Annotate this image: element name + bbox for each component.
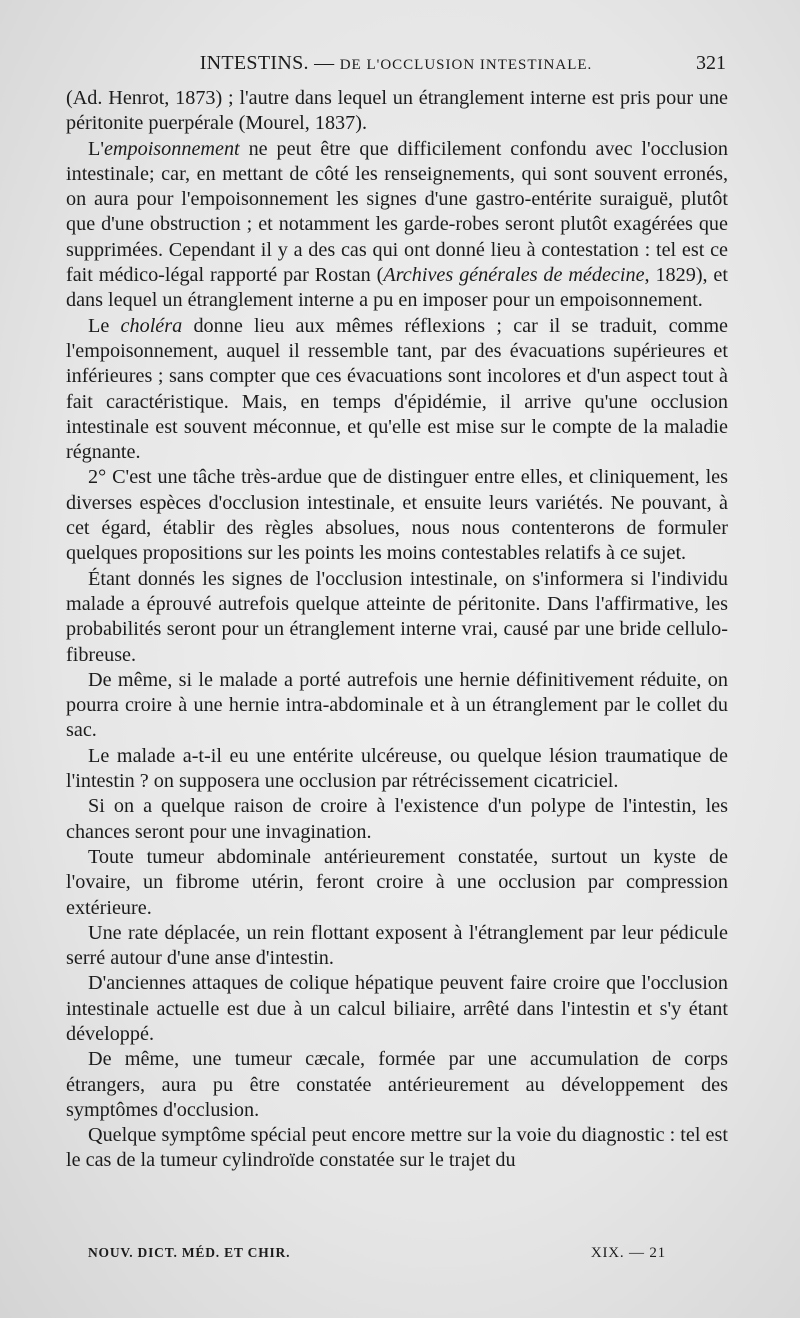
paragraph-8: Si on a quelque raison de croire à l'existence d'un polype de l'intestin, les chances seront pour une invagination. (66, 795, 728, 843)
footer-volume: XIX. — 21 (590, 1245, 666, 1261)
paragraph-1: (Ad. Henrot, 1873) ; l'autre dans lequel un étranglement interne est pris pour une péritonite puerpérale (Mourel, 1837). (66, 87, 728, 135)
running-title-main: INTESTINS. — (199, 52, 340, 74)
body-text (66, 86, 728, 1174)
p2-end: , 1829), et dans lequel un étranglement interne a pu en imposer pour un empoisonnement. (66, 264, 729, 312)
paragraph-2 (66, 137, 728, 314)
paragraph-10: Une rate déplacée, un rein flottant exposent à l'étranglement par leur pédicule serré autour d'une anse d'intestin. (66, 921, 728, 970)
paragraph-5: Étant donnés les signes de l'occlusion intestinale, on s'informera si l'individu malade a éprouvé autrefois quelque atteinte de péritonite. Dans l'affirmative, les probabilités seront pour un étranglement interne vrai, causé par une bride cellulo-fibreuse. (66, 567, 728, 666)
paragraph-3 (66, 314, 728, 466)
p2-term: empoisonnement (103, 137, 240, 160)
running-title-sub: DE L'OCCLUSION INTESTINALE. (339, 57, 593, 73)
paragraph-12: De même, une tumeur cæcale, formée par une accumulation de corps étrangers, aura pu être constatée antérieurement au développement des symptômes d'occlusion. (66, 1048, 728, 1121)
p2-text: ne peut être que difficilement confondu avec l'occlusion intestinale; car, en mettant de côté les renseignements, qui sont souvent erronés, on aura pour l'empoisonnement les signes d'une gastro-entérite suraiguë, plutôt que d'une obstruction ; et notamment les garde-robes seront plutôt exagérées que supprimées. Cependant il y a des cas qui ont donné lieu à contestation : tel est ce fait médico-légal rapporté par Rostan ( (66, 137, 728, 287)
running-header (66, 48, 726, 78)
paragraph-13: Quelque symptôme spécial peut encore mettre sur la voie du diagnostic : tel est le cas de la tumeur cylindroïde constatée sur le trajet du (66, 1124, 728, 1172)
running-title (66, 48, 726, 80)
paragraph-6: De même, si le malade a porté autrefois une hernie définitivement réduite, on pourra croire à une hernie intra-abdominale et à un étranglement par le collet du sac. (66, 668, 728, 742)
paragraph-9: Toute tumeur abdominale antérieurement constatée, surtout un kyste de l'ovaire, un fibrome utérin, feront croire à une occlusion par compression extérieure. (66, 845, 728, 919)
paragraph-7: Le malade a-t-il eu une entérite ulcéreuse, ou quelque lésion traumatique de l'intestin ? on supposera une occlusion par rétrécissement cicatriciel. (66, 744, 728, 793)
p2-lead: L' (88, 137, 104, 160)
p3-text: donne lieu aux mêmes réflexions ; car il se traduit, comme l'empoisonnement, auquel il ressemble tant, par des évacuations supérieures et inférieures ; sans compter que ces évacuations sont incolores et d'un aspect tout à fait caractéristique. Mais, en temps d'épidémie, il arrive qu'une occlusion intestinale est souvent méconnue, et qu'elle est mise sur le compte de la maladie régnante. (66, 314, 729, 464)
p3-term: choléra (120, 314, 183, 337)
p3-lead: Le (88, 314, 121, 337)
footer-signature: NOUV. DICT. MÉD. ET CHIR. (88, 1245, 291, 1260)
page-number: 321 (696, 52, 726, 74)
paragraph-11: D'anciennes attaques de colique hépatique peuvent faire croire que l'occlusion intestinale actuelle est due à un calcul biliaire, arrêté dans l'intestin et s'y étant développé. (66, 972, 728, 1045)
paragraph-4: 2° C'est une tâche très-ardue que de distinguer entre elles, et cliniquement, les diverses espèces d'occlusion intestinale, et ensuite leurs variétés. Ne pouvant, à cet égard, établir des règles absolues, nous nous contenterons de formuler quelques propositions sur les points les moins contestables relatifs à ce sujet. (66, 466, 728, 565)
p2-citation: Archives générales de médecine (383, 264, 645, 287)
